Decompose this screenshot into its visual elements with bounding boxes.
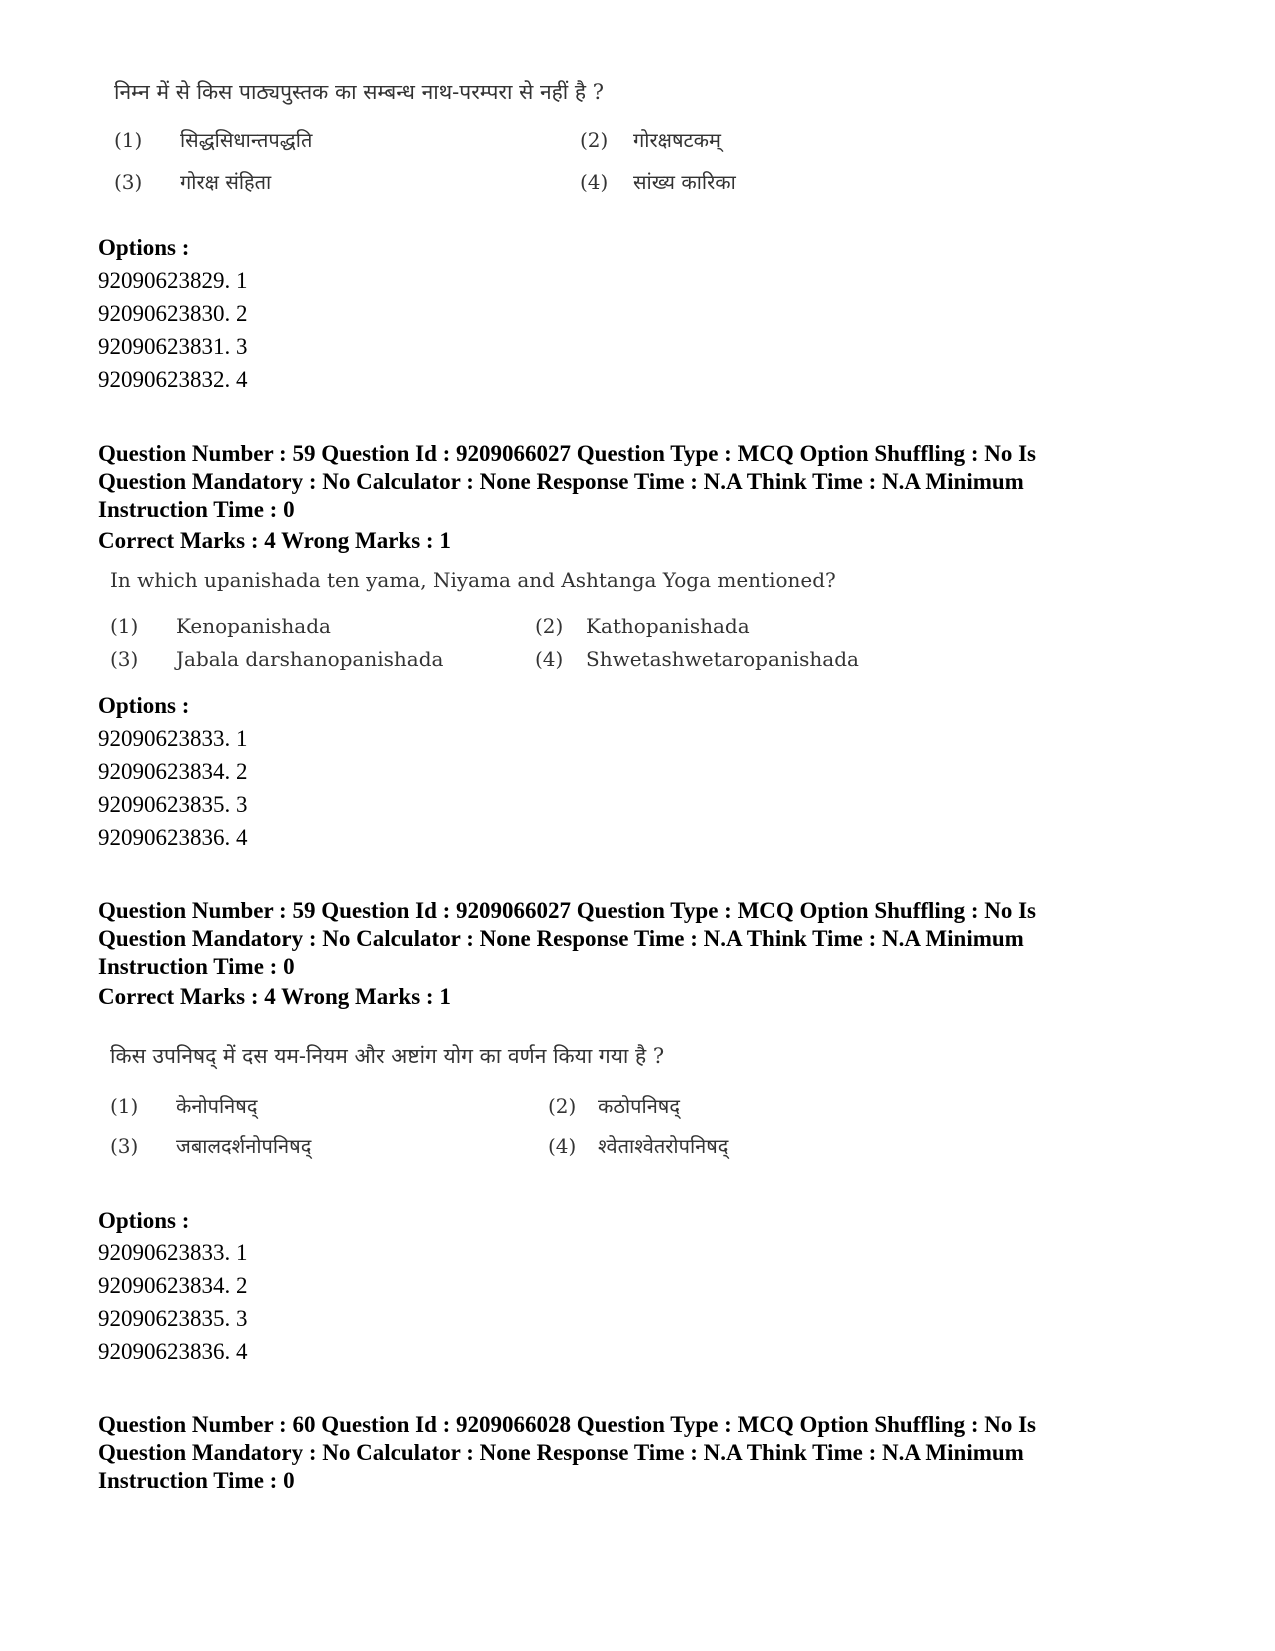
option-id-line: 92090623835. 3 <box>98 1306 248 1331</box>
meta-line: Question Mandatory : No Calculator : None Response Time : N.A Think Time : N.A Minimum <box>98 469 1024 494</box>
option-id-line: 92090623836. 4 <box>98 1339 248 1364</box>
option-text: गोरक्ष संहिता <box>180 170 272 194</box>
options-heading: Options : <box>98 235 190 260</box>
option-number: (3) <box>114 170 143 194</box>
option-id-line: 92090623829. 1 <box>98 268 248 293</box>
meta-line: Question Number : 59 Question Id : 9209066027 Question Type : MCQ Option Shuffling : No Is <box>98 898 1037 923</box>
option-text: सिद्धसिधान्तपद्धति <box>180 128 313 152</box>
option-id-line: 92090623831. 3 <box>98 334 248 359</box>
question-stem: निम्न में से किस पाठ्यपुस्तक का सम्बन्ध नाथ-परम्परा से नहीं है ? <box>114 80 604 104</box>
option-number: (2) <box>548 1094 577 1118</box>
option-text: Jabala darshanopanishada <box>176 647 444 671</box>
option-text: गोरक्षषटकम् <box>633 128 721 152</box>
option-id-line: 92090623832. 4 <box>98 367 248 392</box>
options-heading: Options : <box>98 1208 190 1233</box>
option-text: Shwetashwetaropanishada <box>586 647 859 671</box>
option-number: (4) <box>548 1134 577 1158</box>
options-heading: Options : <box>98 693 190 718</box>
option-number: (4) <box>580 170 609 194</box>
question-stem: किस उपनिषद् में दस यम-नियम और अष्टांग योग का वर्णन किया गया है ? <box>110 1044 665 1068</box>
option-text: Kathopanishada <box>586 614 750 638</box>
marks-line: Correct Marks : 4 Wrong Marks : 1 <box>98 984 451 1009</box>
meta-line: Instruction Time : 0 <box>98 497 295 522</box>
option-number: (2) <box>535 614 564 638</box>
option-id-line: 92090623835. 3 <box>98 792 248 817</box>
option-number: (1) <box>114 128 143 152</box>
question-image-english <box>98 568 998 678</box>
option-text: श्वेताश्वेतरोपनिषद् <box>598 1134 729 1158</box>
meta-line: Question Mandatory : No Calculator : None Response Time : N.A Think Time : N.A Minimum <box>98 926 1024 951</box>
meta-line: Question Number : 60 Question Id : 9209066028 Question Type : MCQ Option Shuffling : No Is <box>98 1412 1037 1437</box>
option-number: (3) <box>110 1134 139 1158</box>
marks-line: Correct Marks : 4 Wrong Marks : 1 <box>98 528 451 553</box>
question-meta <box>98 440 1118 524</box>
option-number: (1) <box>110 1094 139 1118</box>
option-id-line: 92090623834. 2 <box>98 759 248 784</box>
meta-line: Instruction Time : 0 <box>98 1468 295 1493</box>
meta-line: Question Number : 59 Question Id : 9209066027 Question Type : MCQ Option Shuffling : No Is <box>98 441 1037 466</box>
option-text: Kenopanishada <box>176 614 331 638</box>
question-meta <box>98 897 1118 981</box>
option-text: जबालदर्शनोपनिषद् <box>176 1134 312 1158</box>
meta-line: Question Mandatory : No Calculator : None Response Time : N.A Think Time : N.A Minimum <box>98 1440 1024 1465</box>
option-id-line: 92090623833. 1 <box>98 726 248 751</box>
option-number: (2) <box>580 128 609 152</box>
question-image-hindi-1 <box>98 78 998 208</box>
question-stem: In which upanishada ten yama, Niyama and Ashtanga Yoga mentioned? <box>110 568 836 592</box>
option-id-line: 92090623834. 2 <box>98 1273 248 1298</box>
option-number: (4) <box>535 647 564 671</box>
option-id-line: 92090623830. 2 <box>98 301 248 326</box>
option-id-line: 92090623836. 4 <box>98 825 248 850</box>
option-text: कठोपनिषद् <box>598 1094 680 1118</box>
option-number: (3) <box>110 647 139 671</box>
option-text: सांख्य कारिका <box>633 170 736 194</box>
question-meta <box>98 1411 1118 1495</box>
option-id-line: 92090623833. 1 <box>98 1240 248 1265</box>
question-image-hindi-2 <box>98 1042 998 1167</box>
option-text: केनोपनिषद् <box>176 1094 258 1118</box>
meta-line: Instruction Time : 0 <box>98 954 295 979</box>
option-number: (1) <box>110 614 139 638</box>
